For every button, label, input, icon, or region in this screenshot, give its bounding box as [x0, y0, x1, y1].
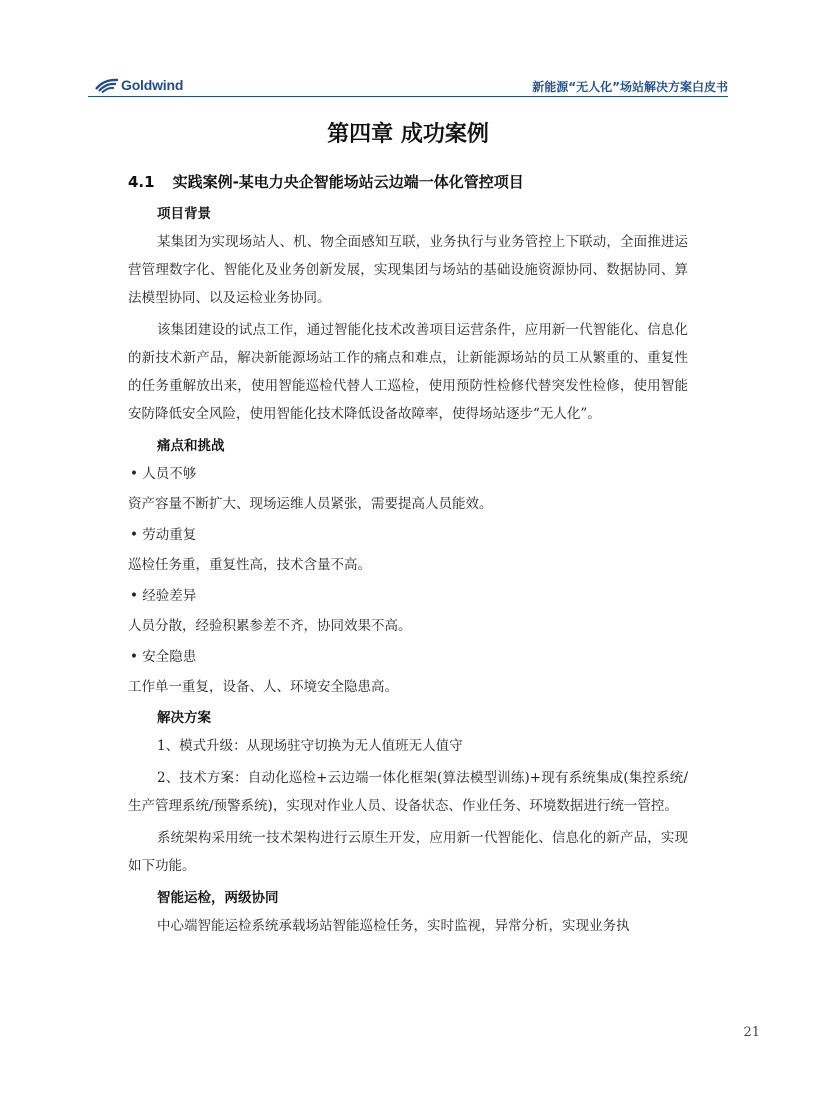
paragraph: 中心端智能运检系统承载场站智能巡检任务，实时监视，异常分析，实现业务执: [157, 918, 630, 934]
logo-text: Goldwind: [121, 77, 184, 93]
bullet-item: • 人员不够: [130, 466, 197, 482]
subheading: 智能运检，两级协同: [157, 890, 279, 906]
subheading: 项目背景: [157, 206, 211, 222]
section-title: [128, 171, 524, 192]
text-line: 人员分散，经验积累参差不齐，协同效果不高。: [128, 618, 412, 634]
subheading: 解决方案: [157, 710, 211, 726]
section-title-text: 实践案例-某电力央企智能场站云边端一体化管控项目: [172, 173, 524, 191]
paragraph: 2、技术方案：自动化巡检+云边端一体化框架(算法模型训练)+现有系统集成(集控系统/生产管理系统/预警系统)，实现对作业人员、设备状态、作业任务、环境数据进行统一管控。: [128, 770, 688, 814]
text-line: 工作单一重复，设备、人、环境安全隐患高。: [128, 679, 398, 695]
page-number: 21: [743, 1025, 760, 1040]
page-header: [88, 74, 728, 97]
paragraph: 1、模式升级：从现场驻守切换为无人值班无人值守: [157, 738, 463, 754]
paragraph: 该集团建设的试点工作，通过智能化技术改善项目运营条件，应用新一代智能化、信息化的新技术新产品，解决新能源场站工作的痛点和难点，让新能源场站的员工从繁重的、重复性的任务重解放出来，使用智能巡检代替人工巡检，使用预防性检修代替突发性检修，使用智能安防降低安全风险，使用智能化技术降低设备故障率，使得场站逐步“无人化”。: [128, 322, 688, 422]
text-line: 巡检任务重，重复性高，技术含量不高。: [128, 557, 371, 573]
logo: [94, 76, 183, 94]
section-number: 4.1: [128, 173, 155, 191]
bullet-item: • 劳动重复: [130, 527, 197, 543]
bullet-item: • 安全隐患: [130, 649, 197, 665]
chapter-title: 第四章 成功案例: [327, 122, 489, 147]
subheading: 痛点和挑战: [157, 438, 225, 454]
document-title: 新能源“无人化”场站解决方案白皮书: [532, 80, 728, 94]
text-line: 资产容量不断扩大、现场运维人员紧张，需要提高人员能效。: [128, 496, 493, 512]
paragraph: 系统架构采用统一技术架构进行云原生开发，应用新一代智能化、信息化的新产品，实现如下功能。: [128, 830, 688, 874]
paragraph: 某集团为实现场站人、机、物全面感知互联，业务执行与业务管控上下联动，全面推进运营管理数字化、智能化及业务创新发展，实现集团与场站的基础设施资源协同、数据协同、算法模型协同、以及运检业务协同。: [128, 234, 688, 306]
body-content: [128, 200, 688, 944]
bullet-item: • 经验差异: [130, 588, 197, 604]
goldwind-logo-icon: [94, 77, 120, 93]
